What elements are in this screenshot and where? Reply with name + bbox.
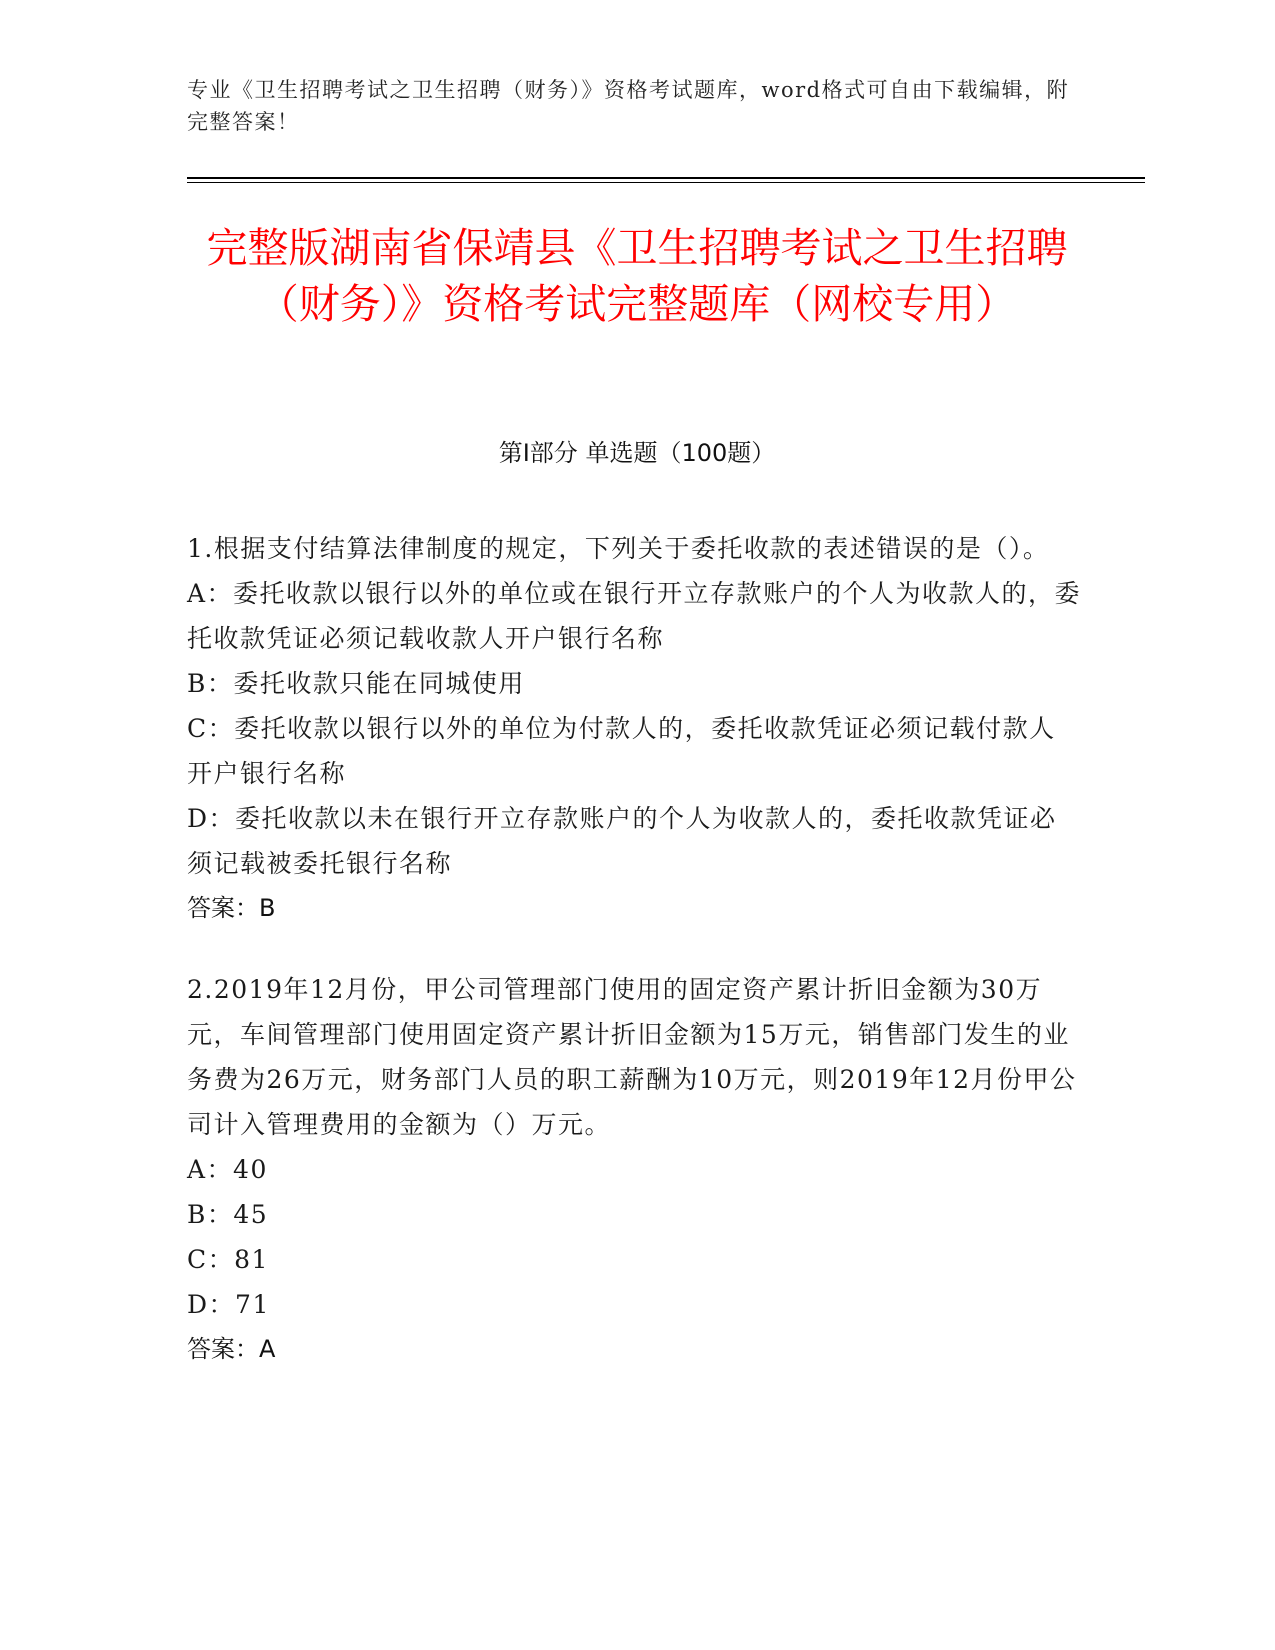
- header-note: 专业《卫生招聘考试之卫生招聘（财务）》资格考试题库，word格式可自由下载编辑，附完整答案！: [187, 78, 1070, 134]
- header-divider-thick: [187, 177, 1145, 179]
- answer: 答案：A: [187, 1335, 276, 1363]
- option-d: D：71: [187, 1290, 270, 1319]
- option-b: B：委托收款只能在同城使用: [187, 669, 525, 698]
- question-1: [187, 526, 1082, 931]
- question-list: [187, 526, 1082, 1408]
- question-text: 2.2019年12月份，甲公司管理部门使用的固定资产累计折旧金额为30万元，车间管理部门使用固定资产累计折旧金额为15万元，销售部门发生的业务费为26万元，财务部门人员的职工薪酬为10万元，则2019年12月份甲公司计入管理费用的金额为（）万元。: [187, 975, 1077, 1139]
- header-divider-thin: [187, 182, 1145, 183]
- question-2: [187, 967, 1082, 1372]
- section-title: 第Ⅰ部分 单选题（100题）: [498, 439, 776, 467]
- option-d: D：委托收款以未在银行开立存款账户的个人为收款人的，委托收款凭证必须记载被委托银行名称: [187, 804, 1057, 878]
- option-b: B：45: [187, 1200, 269, 1229]
- option-a: A：40: [187, 1155, 268, 1184]
- document-title: 完整版湖南省保靖县《卫生招聘考试之卫生招聘（财务）》资格考试完整题库（网校专用）: [206, 224, 1068, 328]
- option-c: C：81: [187, 1245, 269, 1274]
- option-c: C：委托收款以银行以外的单位为付款人的，委托收款凭证必须记载付款人开户银行名称: [187, 714, 1056, 788]
- option-a: A：委托收款以银行以外的单位或在银行开立存款账户的个人为收款人的，委托收款凭证必须记载收款人开户银行名称: [187, 579, 1082, 653]
- answer: 答案：B: [187, 894, 276, 922]
- question-text: 1.根据支付结算法律制度的规定，下列关于委托收款的表述错误的是（）。: [187, 534, 1050, 563]
